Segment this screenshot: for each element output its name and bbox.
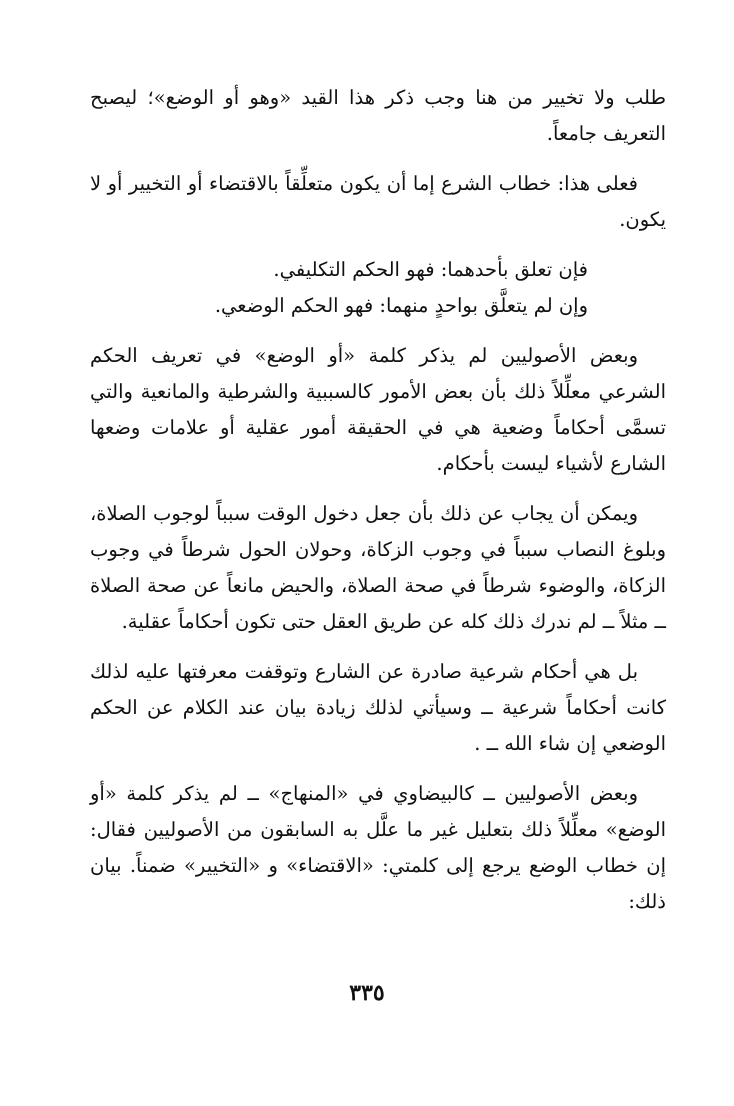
case-wadi: وإن لم يتعلَّق بواحدٍ منهما: فهو الحكم الوضعي. — [214, 294, 588, 317]
paragraph-speech-of-law: فعلى هذا: خطاب الشرع إما أن يكون متعلِّقاً بالاقتضاء أو التخيير أو لا يكون. — [90, 172, 666, 231]
paragraph-response: ويمكن أن يجاب عن ذلك بأن جعل دخول الوقت سبباً لوجوب الصلاة، وبلوغ النصاب سبباً في وجوب الزكاة، وحولان الحول شرطاً في وجوب الزكاة، والوضوء شرطاً في صحة الصلاة، والحيض مانعاً عن صحة الصلاة ــ مثلاً ــ لم ندرك ذلك كله عن طريق العقل حتى تكون أحكاماً عقلية. — [90, 502, 666, 633]
paragraph-continuation: طلب ولا تخيير من هنا وجب ذكر هذا القيد «وهو أو الوضع»؛ ليصبح التعريف جامعاً. — [90, 86, 666, 145]
case-taklifi: فإن تعلق بأحدهما: فهو الحكم التكليفي. — [273, 258, 588, 281]
paragraph-usuliyyin-objection: وبعض الأصوليين لم يذكر كلمة «أو الوضع» في تعريف الحكم الشرعي معلِّلاً ذلك بأن بعض الأمور كالسببية والشرطية والمانعية والتي تسمَّى أحكاماً وضعية هي في الحقيقة أمور عقلية أو علامات وضعها الشارع لأشياء ليست بأحكام. — [90, 344, 666, 475]
page-number: ٣٣٥ — [349, 980, 385, 1006]
page-body — [90, 80, 666, 934]
paragraph-sharia-rulings: بل هي أحكام شرعية صادرة عن الشارع وتوقفت معرفتها عليه لذلك كانت أحكاماً شرعية ــ وسيأتي لذلك زيادة بيان عند الكلام عن الحكم الوضعي إن شاء الله ــ . — [90, 660, 666, 755]
paragraph-baydawi: وبعض الأصوليين ــ كالبيضاوي في «المنهاج» ــ لم يذكر كلمة «أو الوضع» معلِّلاً ذلك بتعليل غير ما علَّل به السابقون من الأصوليين فقال: إن خطاب الوضع يرجع إلى كلمتي: «الاقتضاء» و «التخيير» ضمناً. بيان ذلك: — [90, 782, 666, 913]
